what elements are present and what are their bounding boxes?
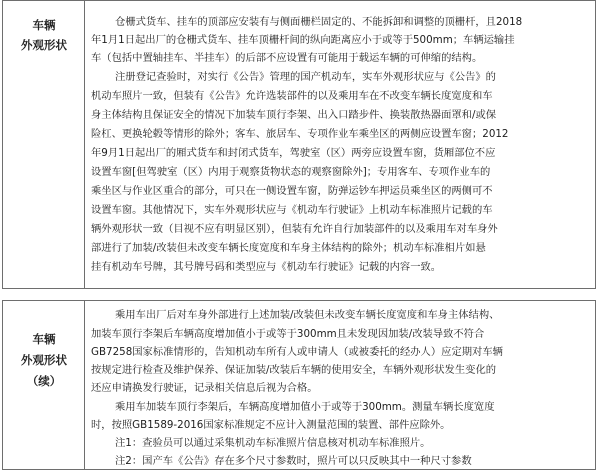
text-line: 加装车顶行李架后车辆高度增加值小于或等于300mm且未发现因加装/改装导致不符合 xyxy=(91,328,485,340)
text-line: 按规定进行检查及维护保养、保证加装/改装后车辆的使用安全，车辆外观形状发生变化的 xyxy=(91,364,497,376)
text-line: GB7258国家标准情形的，告知机动车所有人或申请人（或被委托的经办人）应定期对车辆 xyxy=(91,346,503,358)
row-label-line: 车辆 xyxy=(32,332,56,346)
text-line: 险杠、更换轮毂等情形的除外；客车、旅居车、专项作业车乘坐区的两侧应设置车窗；2012 xyxy=(91,128,509,140)
row-content-cell xyxy=(85,301,595,469)
text-line: 仓栅式货车、挂车的顶部应安装有与侧面栅栏固定的、不能拆卸和调整的顶栅杆，且2018 xyxy=(115,16,523,28)
row-label-cell xyxy=(3,1,85,288)
text-line: 身主体结构且保证安全的情况下加装车顶行李架、出入口踏步件、换装散热器面罩和/或保 xyxy=(91,109,497,121)
text-line: 设置车窗[但驾驶室（区）内用于观察货物状态的观察窗除外]；专用客车、专项作业车的 xyxy=(91,166,491,178)
text-line: 年9月1日起出厂的厢式货车和封闭式货车，驾驶室（区）两旁应设置车窗，货厢部位不应 xyxy=(91,147,496,159)
row-label-line: （续） xyxy=(26,374,62,388)
inspection-table-part1 xyxy=(2,0,596,289)
row-label-cell xyxy=(3,301,85,469)
text-line: 年1月1日起出厂的仓栅式货车、挂车顶栅杆间的纵向距离应小于或等于500mm；车辆运输挂 xyxy=(91,34,515,46)
text-line: 还应申请换发行驶证，记录相关信息后视为合格。 xyxy=(91,382,318,394)
text-line: 设置车窗。其他情况下，实车外观形状应与《机动车行驶证》上机动车标准照片记载的车 xyxy=(91,204,493,216)
inspection-table-part2 xyxy=(2,300,596,470)
row-label-line: 外观形状 xyxy=(21,353,67,367)
row-label-line: 车辆 xyxy=(32,18,56,32)
note-line: 注2：国产车《公告》存在多个尺寸参数时，照片可以只反映其中一种尺寸参数 xyxy=(115,455,472,467)
text-line: 时，按照GB1589-2016国家标准规定不应计入测量范围的装置、部件应除外。 xyxy=(91,419,451,431)
row-label-line: 外观形状 xyxy=(21,38,67,52)
text-line: 挂有机动车号牌，其号牌号码和类型应与《机动车行驶证》记载的内容一致。 xyxy=(91,261,442,273)
row-content-cell xyxy=(85,1,595,288)
text-line: 乘坐区与作业区重合的部分，可只在一侧设置车窗，防弹运钞车押运员乘坐区的两侧可不 xyxy=(91,185,493,197)
row-label xyxy=(3,329,85,392)
text-line: 乘用车出厂后对车身外部进行上述加装/改装但未改变车辆长度宽度和车身主体结构、 xyxy=(115,309,500,321)
note-line: 注1：查验员可以通过采集机动车标准照片信息核对机动车标准照片。 xyxy=(115,437,431,449)
text-line: 机动车照片一致，但装有《公告》允许选装部件的以及乘用车在不改变车辆长度宽度和车 xyxy=(91,90,493,102)
text-line: 辆外观形状一致（目视不应有明显区别），但装有允许自行加装部件的以及乘用车对车身外 xyxy=(91,223,498,235)
text-line: 注册登记查验时，对实行《公告》管理的国产机动车，实车外观形状应与《公告》的 xyxy=(115,71,496,83)
text-line: 部进行了加装/改装但未改变车辆长度宽度和车身主体结构的除外；机动车标准相片如悬 xyxy=(91,242,486,254)
text-line: 车（包括中置轴挂车、半挂车）的后部不应设置有可能用于载运车辆的可伸缩的结构。 xyxy=(91,52,483,64)
text-line: 乘用车加装车顶行李架后，车辆高度增加值小于或等于300mm。测量车辆长度宽度 xyxy=(115,401,495,413)
row-label xyxy=(3,15,85,55)
